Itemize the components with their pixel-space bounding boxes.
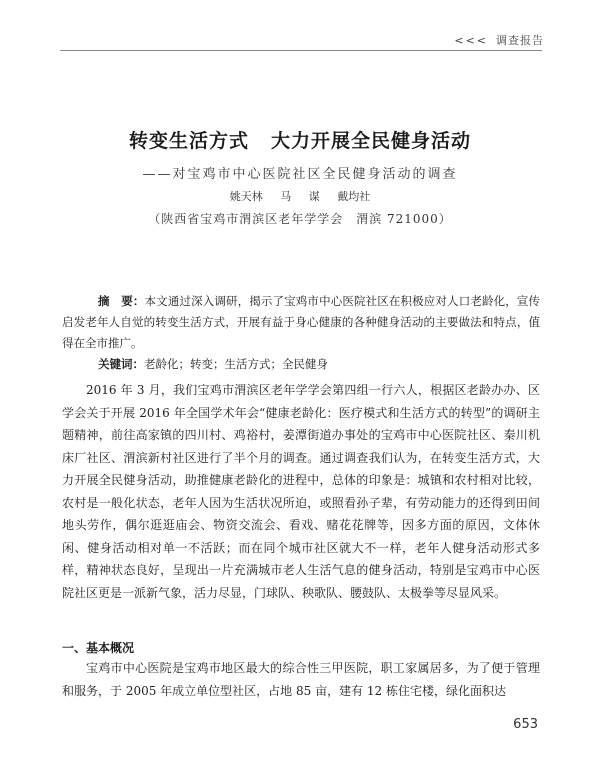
keywords-text: 老龄化；转变；生活方式；全民健身 xyxy=(144,357,328,371)
abstract-text: 本文通过深入调研，揭示了宝鸡市中心医院社区在积极应对人口老龄化，宣传启发老年人自觉的转变生活方式，开展有益于身心健康的各种健身活动的主要做法和特点，值得在全市推广。 xyxy=(62,294,541,350)
abstract-label: 摘 要： xyxy=(98,294,145,308)
section-heading-1: 一、基本概况 xyxy=(62,641,135,655)
keywords-label: 关键词： xyxy=(98,357,144,371)
abstract xyxy=(62,291,540,354)
running-head xyxy=(454,32,544,48)
body-paragraph-1: 2016 年 3 月，我们宝鸡市渭滨区老年学学会第四组一行六人，根据区老龄办办、区学会关于开展 2016 年全国学术年会“健康老龄化：医疗模式和生活方式的转型”的调研主题精神，前往高家镇的四川村、鸡裕村，姜潭街道办事处的宝鸡市中心医院社区、秦川机床厂社区、渭滨新村社区进行了半个月的调查。通过调查我们认为，在转变生活方式，大力开展全民健身活动，助推健康老龄化的进程中，总体的印象是：城镇和农村相对比较，农村是一般化状态，老年人因为生活状况所迫，或照看孙子辈，有劳动能力的还得到田间地头劳作，偶尔逛逛庙会、物资交流会、看戏、赌花花牌等，因多方面的原因，文体休闲、健身活动相对单一不活跃；而在同个城市社区就大不一样，老年人健身活动形式多样，精神状态良好，呈现出一片充满城市老人生活气息的健身活动，特别是宝鸡市中心医院社区更是一派新气象，活力尽显，门球队、秧歌队、腰鼓队、太极拳等尽显风采。 xyxy=(62,383,540,600)
title-part-1: 转变生活方式 xyxy=(128,130,249,152)
running-head-arrows: <<< xyxy=(454,34,488,47)
header-rule xyxy=(60,50,542,51)
article-title xyxy=(60,126,540,153)
page-number: 653 xyxy=(513,717,538,732)
running-head-label: 调查报告 xyxy=(496,34,544,47)
affiliation: （陕西省宝鸡市渭滨区老年学学会 渭滨 721000） xyxy=(148,212,452,226)
authors: 姚天林 马 谋 戴均社 xyxy=(229,190,371,203)
body-paragraph-2: 宝鸡市中心医院是宝鸡市地区最大的综合性三甲医院，职工家属居多，为了便于管理和服务，于 2005 年成立单位型社区，占地 85 亩，建有 12 栋住宅楼，绿化面积达 xyxy=(62,661,540,698)
title-part-2: 大力开展全民健身活动 xyxy=(271,130,472,152)
keywords xyxy=(62,354,540,375)
article-subtitle: ——对宝鸡市中心医院社区全民健身活动的调查 xyxy=(142,167,458,182)
